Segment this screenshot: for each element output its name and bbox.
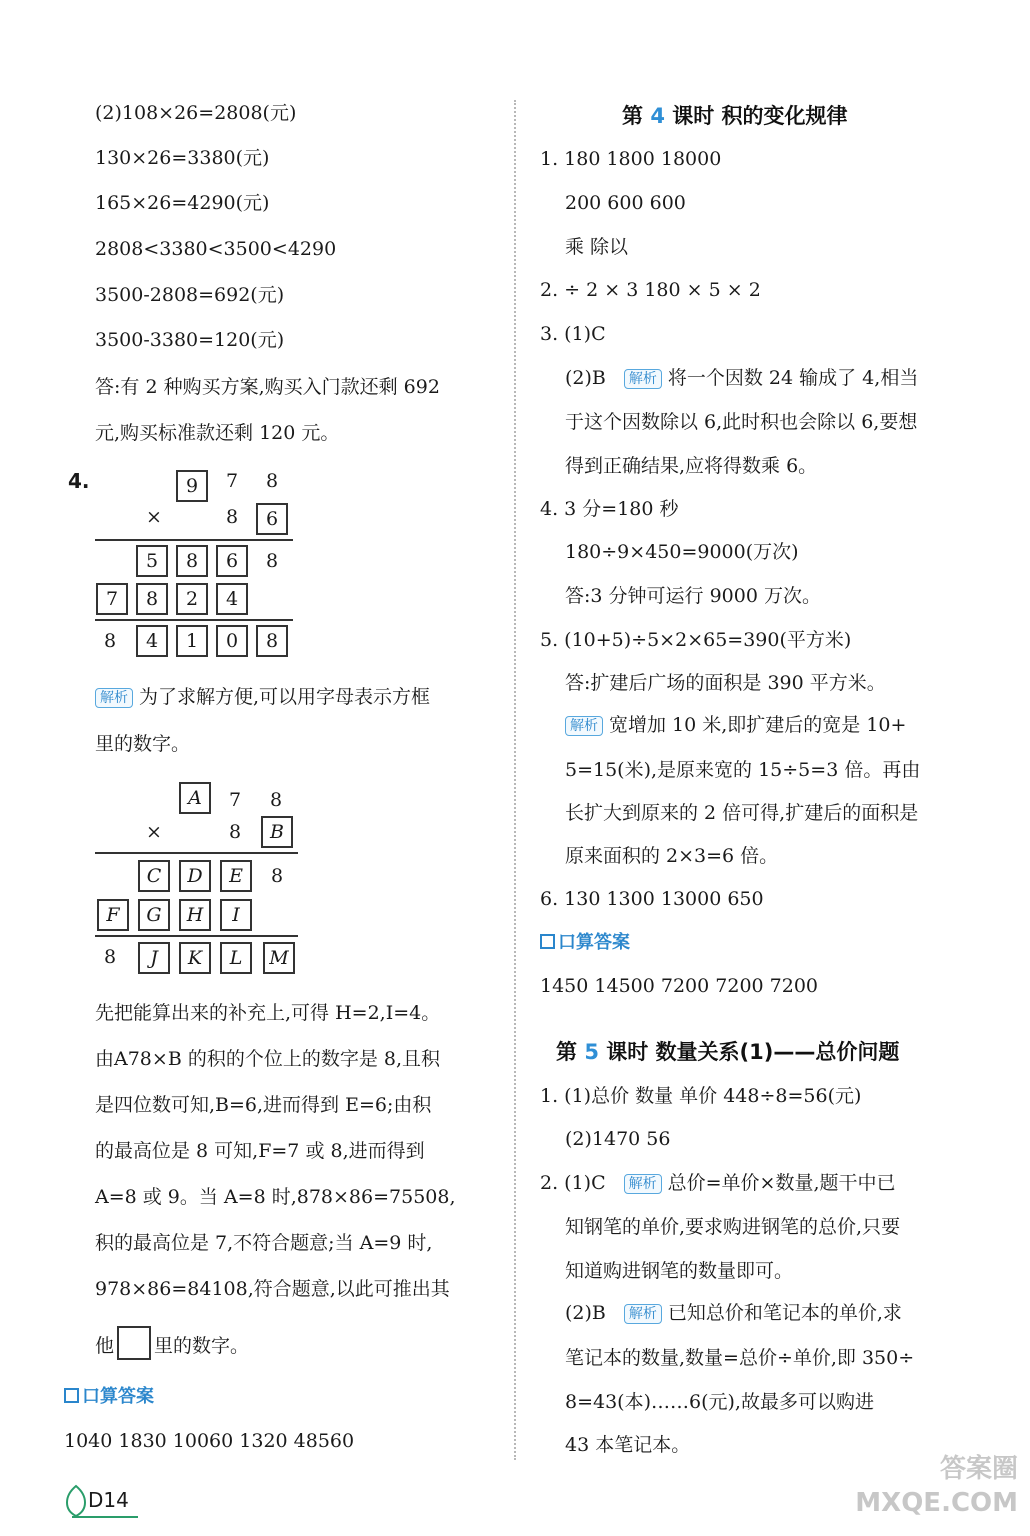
grid1-box: 9 [176, 470, 208, 502]
line-2-108: (2)108×26=2808(元) [95, 102, 297, 124]
grid2-box: F [97, 899, 129, 931]
empty-box-symbol [117, 1326, 151, 1360]
section-heading-lesson-4: 第 4 课时 积的变化规律 [622, 104, 848, 128]
grid1-digit: 8 [265, 550, 279, 572]
kousuan-answers-left: 1040 1830 10060 1320 48560 [64, 1430, 355, 1452]
grid2-box: J [138, 942, 170, 974]
grid2-box: E [220, 860, 252, 892]
analysis-2-line: 由A78×B 的积的个位上的数字是 8,且积 [95, 1048, 440, 1070]
grid2-digit: 8 [103, 946, 117, 968]
answer-line-2: 元,购买标准款还剩 120 元。 [95, 422, 340, 444]
grid1-digit: 8 [265, 470, 279, 492]
grid2-rule [95, 935, 298, 937]
r-q3-2-line-3: 得到正确结果,应将得数乘 6。 [565, 455, 818, 477]
r-q1-line-3: 乘 除以 [565, 236, 629, 258]
line-compare: 2808<3380<3500<4290 [95, 238, 337, 260]
kousuan-title: 口算答案 [558, 932, 630, 953]
grid2-box: K [179, 942, 211, 974]
s5-q2-1-line-1: 2. (1)C 解析 总价=单价×数量,题干中已 [540, 1172, 896, 1194]
analysis-tag: 解析 [624, 369, 662, 389]
analysis-text: 为了求解方便,可以用字母表示方框 [139, 686, 431, 708]
grid1-box: 8 [136, 583, 168, 615]
analysis-1-line-2: 里的数字。 [95, 733, 191, 755]
s5-q2-2-line-4: 43 本笔记本。 [565, 1434, 691, 1456]
grid1-rule [95, 619, 293, 621]
analysis-text: 他 [95, 1335, 115, 1357]
grid1-box: 6 [216, 545, 248, 577]
grid1-box: 2 [176, 583, 208, 615]
grid2-box: H [179, 899, 211, 931]
s5-q2-2-line-1: (2)B 解析 已知总价和笔记本的单价,求 [565, 1302, 902, 1324]
grid2-box: L [220, 942, 252, 974]
square-icon [540, 934, 555, 949]
line-diff-692: 3500-2808=692(元) [95, 284, 285, 306]
grid2-box: C [138, 860, 170, 892]
grid1-box: 8 [256, 625, 288, 657]
analysis-2-line: 的最高位是 8 可知,F=7 或 8,进而得到 [95, 1140, 425, 1162]
square-icon [64, 1388, 79, 1403]
s5-q2-1-line-2: 知钢笔的单价,要求购进钢笔的总价,只要 [565, 1216, 901, 1238]
analysis-tag: 解析 [624, 1174, 662, 1194]
answer-line-1: 答:有 2 种购买方案,购买入门款还剩 692 [95, 376, 440, 398]
r-q1-line-1: 1. 180 1800 18000 [540, 148, 722, 170]
line-165: 165×26=4290(元) [95, 192, 270, 214]
line-130: 130×26=3380(元) [95, 147, 270, 169]
watermark-text: 答案圈 MXQE.COM [855, 1454, 1018, 1518]
question-4-number: 4. [68, 469, 90, 493]
s5-q2-1-line-3: 知道购进钢笔的数量即可。 [565, 1260, 794, 1282]
r-q5-analysis-3: 长扩大到原来的 2 倍可得,扩建后的面积是 [565, 802, 919, 824]
analysis-2-last-line [95, 1326, 249, 1360]
grid2-digit: 7 [228, 789, 242, 811]
grid2-box: I [220, 899, 252, 931]
analysis-text: 里的数字。 [154, 1335, 250, 1357]
grid2-box: G [138, 899, 170, 931]
kousuan-answers-right: 1450 14500 7200 7200 7200 [540, 975, 819, 997]
grid1-digit: 7 [225, 470, 239, 492]
r-q2: 2. ÷ 2 × 3 180 × 5 × 2 [540, 279, 761, 301]
grid2-digit: 8 [270, 865, 284, 887]
page-number-underline [72, 1516, 138, 1518]
grid2-box: M [263, 942, 295, 974]
leaf-icon [62, 1484, 90, 1518]
grid1-box: 0 [216, 625, 248, 657]
kousuan-heading-right [540, 928, 630, 954]
grid1-box: 4 [216, 583, 248, 615]
analysis-1-line-1 [95, 684, 430, 710]
grid2-box: B [261, 816, 293, 848]
r-q4-line-1: 4. 3 分=180 秒 [540, 498, 679, 520]
page-number-text: D14 [88, 1488, 129, 1512]
grid2-digit: 8 [228, 821, 242, 843]
s5-q2-2-line-3: 8=43(本)……6(元),故最多可以购进 [565, 1391, 874, 1413]
r-q6: 6. 130 1300 13000 650 [540, 888, 764, 910]
grid2-box: D [179, 860, 211, 892]
analysis-tag: 解析 [624, 1304, 662, 1324]
r-q4-line-2: 180÷9×450=9000(万次) [565, 541, 799, 563]
page-number [62, 1484, 142, 1518]
r-q5-line-1: 5. (10+5)÷5×2×65=390(平方米) [540, 629, 852, 651]
analysis-2-line: 是四位数可知,B=6,进而得到 E=6;由积 [95, 1094, 432, 1116]
times-sign: × [146, 821, 162, 843]
grid1-rule [95, 539, 293, 541]
s5-q2-2-line-2: 笔记本的数量,数量=总价÷单价,即 350÷ [565, 1347, 915, 1369]
analysis-2-line: 先把能算出来的补充上,可得 H=2,I=4。 [95, 1002, 441, 1024]
r-q5-analysis-4: 原来面积的 2×3=6 倍。 [565, 845, 779, 867]
times-sign: × [146, 506, 162, 528]
analysis-2-line: 积的最高位是 7,不符合题意;当 A=9 时, [95, 1232, 433, 1254]
line-diff-120: 3500-3380=120(元) [95, 329, 285, 351]
analysis-2-line: 978×86=84108,符合题意,以此可推出其 [95, 1278, 450, 1300]
r-q3-2-line-2: 于这个因数除以 6,此时积也会除以 6,要想 [565, 411, 918, 433]
kousuan-heading-left [64, 1382, 154, 1408]
s5-q1-line-2: (2)1470 56 [565, 1128, 671, 1150]
analysis-tag: 解析 [565, 716, 603, 736]
grid2-box: A [179, 782, 211, 814]
analysis-tag: 解析 [95, 688, 133, 708]
grid2-rule [95, 852, 298, 854]
r-q3-1: 3. (1)C [540, 323, 606, 345]
grid1-box: 8 [176, 545, 208, 577]
grid1-box: 1 [176, 625, 208, 657]
r-q5-analysis-2: 5=15(米),是原来宽的 15÷5=3 倍。再由 [565, 759, 921, 781]
s5-q1-line-1: 1. (1)总价 数量 单价 448÷8=56(元) [540, 1085, 862, 1107]
grid1-digit: 8 [103, 630, 117, 652]
r-q1-line-2: 200 600 600 [565, 192, 686, 214]
r-q4-line-3: 答:3 分钟可运行 9000 万次。 [565, 585, 821, 607]
analysis-2-line: A=8 或 9。当 A=8 时,878×86=75508, [95, 1186, 456, 1208]
grid2-digit: 8 [269, 789, 283, 811]
watermark-logo [828, 1452, 1018, 1528]
grid1-box: 7 [96, 583, 128, 615]
r-q5-analysis-1: 解析 宽增加 10 米,即扩建后的宽是 10+ [565, 712, 906, 738]
section-heading-lesson-5: 第 5 课时 数量关系(1)——总价问题 [556, 1040, 900, 1064]
column-divider [514, 100, 516, 1460]
grid1-box: 5 [136, 545, 168, 577]
r-q5-line-2: 答:扩建后广场的面积是 390 平方米。 [565, 672, 886, 694]
r-q3-2-line-1: (2)B 解析 将一个因数 24 输成了 4,相当 [565, 367, 919, 389]
kousuan-title: 口算答案 [82, 1386, 154, 1407]
grid1-box: 4 [136, 625, 168, 657]
grid1-digit: 8 [225, 506, 239, 528]
grid1-box: 6 [256, 503, 288, 535]
